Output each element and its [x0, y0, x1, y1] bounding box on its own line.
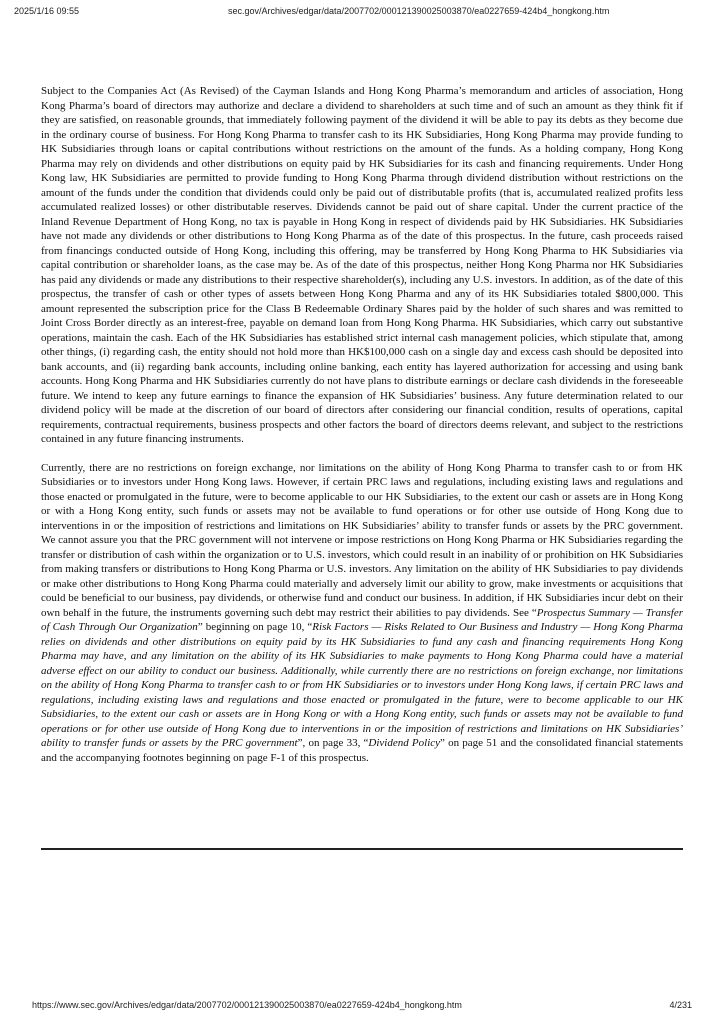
print-header-url: sec.gov/Archives/edgar/data/2007702/000121390025003870/ea0227659-424b4_hongkong.htm [228, 6, 610, 16]
paragraph-text-a: Currently, there are no restrictions on foreign exchange, nor limitations on the ability of Hong Kong Pharma to transfer cash to or from HK Subsidiaries or to investors under Hong Kong laws. However, if certain PRC laws and regulations, including existing laws and regulations and those enacted or promulgated in the future, were to become applicable to our HK Subsidiaries, to the extent our cash or assets are in Hong Kong or with a Hong Kong entity, such funds or assets may not be available to fund operations or for other use outside of Hong Kong due to interventions in or the imposition of restrictions and limitations on HK Subsidiaries’ ability to transfer funds or assets by the PRC government. We cannot assure you that the PRC government will not intervene or impose restrictions on Hong Kong Pharma or HK Subsidiaries regarding the transfer or distribution of cash within the organization or to U.S. investors, which could result in an inability of or prohibition on HK Subsidiaries from making transfers or distributions to Hong Kong Pharma or U.S. investors. Any limitation on the ability of HK Subsidiaries to pay dividends or make other distributions to Hong Kong Pharma could materially and adversely limit our ability to grow, make investments or acquisitions that could be beneficial to our business, pay dividends, or otherwise fund and conduct our business. In addition, if HK Subsidiaries incur debt on their own behalf in the future, the instruments governing such debt may restrict their abilities to pay dividends. See “ [41, 461, 683, 619]
paragraph-text-c: ”, on page 33, “ [297, 737, 369, 749]
print-footer-url: https://www.sec.gov/Archives/edgar/data/2007702/000121390025003870/ea0227659-424b4_hongkong.htm [32, 1000, 462, 1010]
cross-reference-dividend-policy: Dividend Policy [368, 737, 441, 749]
paragraph-text-d: ” on page 51 and the consolidated financial statements and the accompanying footnotes beginning on page F-1 of this prospectus. [41, 737, 683, 764]
paragraph-dividends: Subject to the Companies Act (As Revised) of the Cayman Islands and Hong Kong Pharma’s memorandum and articles of association, Hong Kong Pharma’s board of directors may authorize and declare a dividend to shareholders at such time and of such an amount as they think fit if they are satisfied, on reasonable grounds, that immediately following payment of the dividend it will be able to pay its debts as they become due in the ordinary course of business. For Hong Kong Pharma to transfer cash to its HK Subsidiaries, Hong Kong Pharma may provide funding to HK Subsidiaries through loans or capital contributions without restrictions on the amount of the funds. As a holding company, Hong Kong Pharma may rely on dividends and other distributions on equity paid by HK Subsidiaries for its cash and financing requirements. Under Hong Kong law, HK Subsidiaries are permitted to provide funding to Hong Kong Pharma through dividend distribution without restrictions on the amount of the funds under the condition that dividends could only be paid out of distributable profits (that is, accumulated realized profits less accumulated realized losses) or other distributable reserves. Dividends cannot be paid out of share capital. Under the current practice of the Inland Revenue Department of Hong Kong, no tax is payable in Hong Kong in respect of dividends paid by HK Subsidiaries. HK Subsidiaries have not made any dividends or other distributions to Hong Kong Pharma as of the date of this prospectus. In the future, cash proceeds raised from financings conducted outside of Hong Kong, including this offering, may be transferred by Hong Kong Pharma to HK Subsidiaries via capital contribution or shareholder loans, as the case may be. As of the date of this prospectus, neither Hong Kong Pharma nor HK Subsidiaries has paid any dividends or made any distributions to their respective shareholder(s), including any U.S. investors. In addition, as of the date of this prospectus, the transfer of cash or other types of assets between Hong Kong Pharma and any of its HK Subsidiaries totaled $800,000. This amount represented the subscription price for the Class B Redeemable Ordinary Shares paid by the holder of such shares and was remitted to Joint Cross Border directly as an interest-free, payable on demand loan from Hong Kong Pharma. HK Subsidiaries, which carry out substantive operations, maintain the cash. Each of the HK Subsidiaries has established strict internal cash management policies, which stipulate that, among other things, (i) regarding cash, the entity should not hold more than HK$100,000 cash on a single day and excess cash should be deposited into bank accounts, and (ii) regarding bank accounts, including online banking, each entity has layered authorization for accessing and using bank accounts. Hong Kong Pharma and HK Subsidiaries currently do not have plans to distribute earnings or declare cash dividends in the foreseeable future. We intend to keep any future earnings to finance the expansion of HK Subsidiaries’ business. Any future determination related to our dividend policy will be made at the discretion of our board of directors after considering our financial condition, results of operations, capital requirements, contractual requirements, business prospects and other factors the board of directors deems relevant, and subject to the restrictions contained in any future financing instruments. [41, 85, 683, 445]
cross-reference-prospectus-summary: Prospectus Summary — Transfer of Cash Through Our Organization [41, 606, 683, 633]
paragraph-cash-restrictions [41, 461, 683, 766]
horizontal-rule [41, 848, 683, 850]
print-footer [32, 1000, 692, 1014]
print-datetime: 2025/1/16 09:55 [14, 6, 80, 16]
paragraph-text-b: ” beginning on page 10, “ [197, 621, 313, 633]
cross-reference-risk-factors: Risk Factors — Risks Related to Our Business and Industry — Hong Kong Pharma relies on dividends and other distributions on equity paid by its HK Subsidiaries to fund any cash and financing requirements Hong Kong Pharma may have, and any limitation on the ability of its HK Subsidiaries to make payments to Hong Kong Pharma could have a material adverse effect on our ability to conduct our business. Additionally, while currently there are no restrictions on foreign exchange, nor limitations on the ability of Hong Kong Pharma to transfer cash to or from HK Subsidiaries or to investors under Hong Kong laws, if certain PRC laws and regulations, including existing laws and regulations and those enacted or promulgated in the future, were to become applicable to our HK Subsidiaries, to the extent our cash or assets are in Hong Kong or with a Hong Kong entity, such funds or assets may not be available to fund operations or for other use outside of Hong Kong due to interventions in or the imposition of restrictions and limitations on HK Subsidiaries’ ability to transfer funds or assets by the PRC government [41, 621, 684, 749]
document-body [41, 84, 683, 779]
print-header [14, 6, 710, 22]
page-number: 4/231 [669, 1000, 692, 1010]
